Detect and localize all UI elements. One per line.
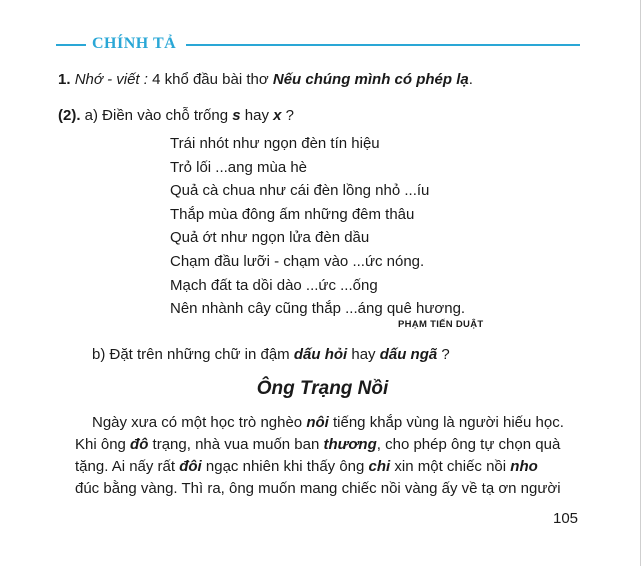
- question-1-poem-title: Nếu chúng mình có phép lạ: [272, 71, 469, 88]
- paragraph-line: [75, 435, 585, 457]
- poem-line: Trái nhót như ngọn đèn tín hiệu: [170, 135, 380, 152]
- paragraph-text: tiếng khắp vùng là người hiếu học.: [328, 414, 564, 431]
- paragraph-text: Ngày xưa có một học trò nghèo: [92, 414, 307, 431]
- paragraph-text: trạng, nhà vua muốn ban: [148, 436, 324, 453]
- question-1-text: 4 khổ đầu bài thơ: [147, 71, 273, 88]
- paragraph-line: [75, 457, 585, 479]
- bold-word: chi: [368, 458, 391, 475]
- bold-word: đô: [130, 436, 149, 453]
- poem-line: Quả cà chua như cái đèn lồng nhỏ ...íu: [170, 182, 430, 200]
- poem-line: Thắp mùa đông ấm những đêm thâu: [170, 205, 415, 223]
- paragraph-text: Khi ông: [75, 436, 131, 453]
- question-2-number: (2).: [58, 107, 81, 124]
- header-rule-right: [186, 44, 580, 46]
- question-2-or: hay: [240, 107, 274, 124]
- poem: [170, 134, 465, 323]
- bold-word: nho: [510, 458, 538, 475]
- question-2b-text: b) Đặt trên những chữ in đậm: [92, 346, 294, 363]
- question-1-prefix: Nhớ - viết :: [74, 71, 148, 88]
- question-1: [58, 71, 473, 89]
- paragraph-text: ngạc nhiên khi thấy ông: [201, 458, 369, 475]
- poem-line: Chạm đầu lưỡi - chạm vào ...ức nóng.: [170, 252, 425, 270]
- story-title: Ông Trạng Nồi: [256, 378, 389, 399]
- question-2-end: ?: [281, 107, 294, 124]
- poem-line: Quả ớt như ngọn lửa đèn dầu: [170, 229, 370, 247]
- poem-line: Mạch đất ta dồi dào ...ức ...ống: [170, 276, 378, 294]
- paragraph-text: xin một chiếc nồi: [390, 458, 511, 475]
- poem-line: Trỏ lối ...ang mùa hè: [170, 158, 308, 176]
- poem-line: Nên nhành cây cũng thắp ...áng quê hương.: [170, 300, 466, 318]
- header-rule-left: [56, 44, 86, 46]
- paragraph-text: , cho phép ông tự chọn quà: [376, 436, 561, 453]
- question-2-letter-x: x: [273, 107, 282, 124]
- question-1-number: 1.: [58, 71, 71, 88]
- question-2b-nga: dấu ngã: [379, 346, 438, 363]
- bold-word: thương: [323, 436, 377, 453]
- question-2b: [92, 346, 450, 364]
- bold-word: nôi: [306, 414, 329, 431]
- question-2: [58, 107, 294, 125]
- paragraph-line: đúc bằng vàng. Thì ra, ông muốn mang chiếc nồi vàng ấy về tạ ơn người: [75, 480, 561, 497]
- page-number: 105: [553, 510, 579, 527]
- story-paragraph: [75, 413, 585, 501]
- question-2-text: a) Điền vào chỗ trống: [80, 107, 233, 124]
- bold-word: đôi: [179, 458, 202, 475]
- poem-author: PHẠM TIẾN DUẬT: [398, 319, 484, 330]
- question-1-end: .: [468, 71, 473, 88]
- question-2b-hoi: dấu hỏi: [293, 346, 348, 363]
- paragraph-text: tặng. Ai nấy rất: [75, 458, 180, 475]
- question-2-letter-s: s: [232, 107, 241, 124]
- question-2b-end: ?: [437, 346, 450, 363]
- paragraph-line: [75, 413, 585, 435]
- question-2b-or: hay: [347, 346, 380, 363]
- section-title: CHÍNH TẢ: [92, 35, 177, 52]
